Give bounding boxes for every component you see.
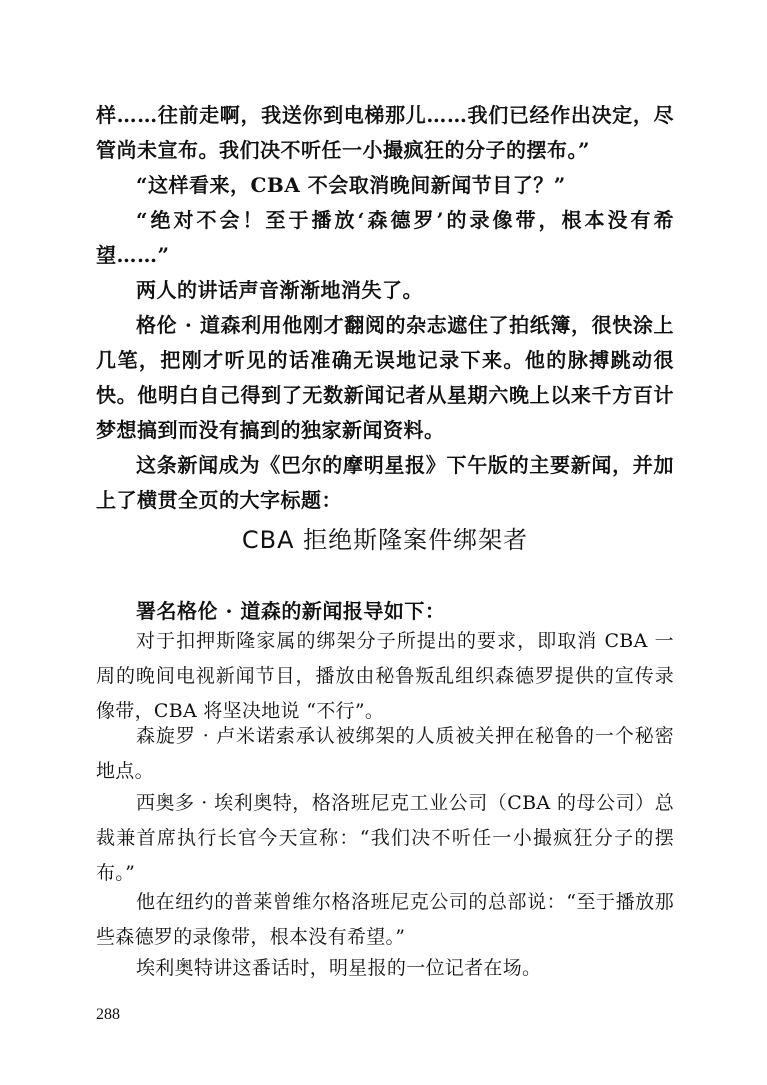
newspaper-headline: CBA 拒绝斯隆案件绑架者 <box>241 526 529 554</box>
paragraph-dawson-notes: 格伦 · 道森利用他刚才翻阅的杂志遮住了拍纸簿，很快涂上几笔，把刚才听见的话准确无误地记录下来。他的脉搏跳动很快。他明白自己得到了无数新闻记者从星期六晚上以来千方百计梦想搞到而没有搞到的独家新闻资料。 <box>96 313 674 442</box>
page-number: 288 <box>96 1006 120 1023</box>
paragraph-dialogue-1: “这样看来，CBA 不会取消晚间新闻节目了？” <box>136 173 566 197</box>
article-paragraph-1: 对于扣押斯隆家属的绑架分子所提出的要求，即取消 CBA 一周的晚间电视新闻节目，播放由秘鲁叛乱组织森德罗提供的宣传录像带，CBA 将坚决地说 “不行”。 <box>96 630 674 722</box>
article-paragraph-3: 西奥多 · 埃利奥特，格洛班尼克工业公司（CBA 的母公司）总裁兼首席执行长官今天宣称：“我们决不听任一小撮疯狂分子的摆布。” <box>96 792 674 884</box>
article-paragraph-2: 森旋罗 · 卢米诺索承认被绑架的人质被关押在秘鲁的一个秘密地点。 <box>96 725 674 782</box>
article-paragraph-5: 埃利奥特讲这番话时，明星报的一位记者在场。 <box>136 957 542 979</box>
article-byline: 署名格伦 · 道森的新闻报导如下： <box>136 599 446 623</box>
paragraph-headline-intro: 这条新闻成为《巴尔的摩明星报》下午版的主要新闻，并加上了横贯全页的大字标题： <box>96 453 674 512</box>
paragraph-voices-fade: 两人的讲话声音渐渐地消失了。 <box>136 278 423 302</box>
paragraph-dialogue-2: “绝对不会！至于播放‘森德罗’的录像带，根本没有希望……” <box>96 208 674 267</box>
article-paragraph-4: 他在纽约的普莱曾维尔格洛班尼克公司的总部说：“至于播放那些森德罗的录像带，根本没有希望。” <box>96 891 674 948</box>
paragraph-continued: 样……往前走啊，我送你到电梯那儿……我们已经作出决定，尽管尚未宣布。我们决不听任一小撮疯狂的分子的摆布。” <box>96 103 674 162</box>
